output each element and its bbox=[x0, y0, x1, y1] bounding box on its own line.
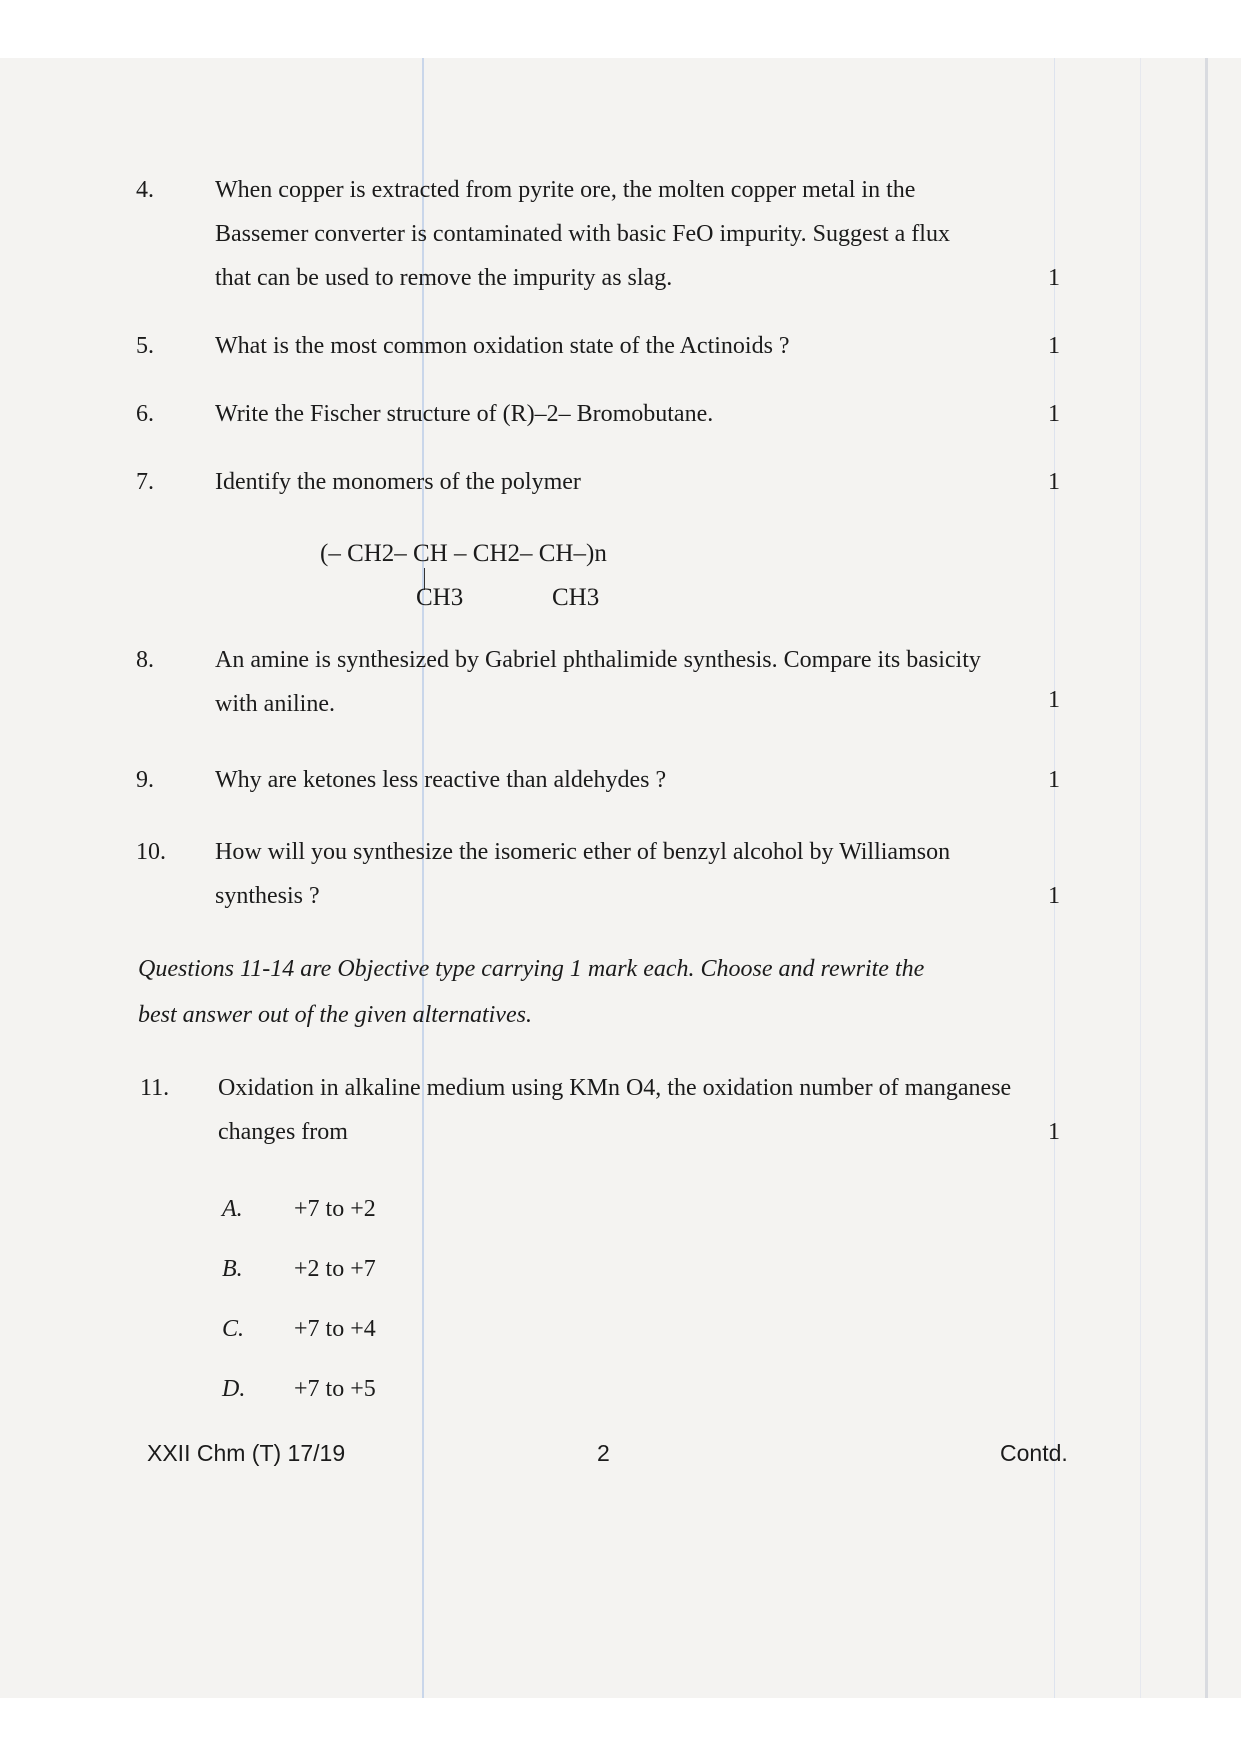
polymer-branch: CH3 bbox=[416, 584, 464, 611]
question-number: 6. bbox=[136, 401, 154, 427]
option-value: +2 to +7 bbox=[294, 1256, 376, 1282]
question-mark: 1 bbox=[1048, 883, 1060, 909]
question-number: 10. bbox=[136, 839, 166, 865]
polymer-chain: (– CH2– CH – CH2– CH–)n bbox=[320, 540, 607, 567]
question-line: Write the Fischer structure of (R)–2– Bromobutane. bbox=[215, 401, 714, 427]
margin-line bbox=[1140, 58, 1141, 1698]
question-line: An amine is synthesized by Gabriel phthalimide synthesis. Compare its basicity bbox=[215, 647, 981, 673]
question-mark: 1 bbox=[1048, 687, 1060, 713]
option-letter: B. bbox=[222, 1256, 243, 1282]
question-mark: 1 bbox=[1048, 401, 1060, 427]
question-line: changes from bbox=[218, 1119, 348, 1145]
question-line: Identify the monomers of the polymer bbox=[215, 469, 581, 495]
instruction-line: best answer out of the given alternatives. bbox=[138, 1002, 532, 1028]
polymer-structure bbox=[320, 540, 680, 620]
question-mark: 1 bbox=[1048, 333, 1060, 359]
question-text bbox=[218, 1066, 1073, 1154]
polymer-branch: CH3 bbox=[552, 584, 600, 611]
question-number: 11. bbox=[140, 1075, 170, 1101]
option-value: +7 to +5 bbox=[294, 1376, 376, 1402]
question-text bbox=[215, 168, 1070, 300]
continued-label: Contd. bbox=[1000, 1440, 1068, 1466]
question-line: Bassemer converter is contaminated with basic FeO impurity. Suggest a flux bbox=[215, 221, 950, 247]
question-number: 4. bbox=[136, 177, 154, 203]
question-text bbox=[215, 392, 1070, 436]
question-line: What is the most common oxidation state of the Actinoids ? bbox=[215, 333, 790, 359]
option-letter: C. bbox=[222, 1316, 245, 1342]
question-text bbox=[215, 460, 1070, 504]
question-line: How will you synthesize the isomeric ether of benzyl alcohol by Williamson bbox=[215, 839, 951, 865]
question-text bbox=[215, 324, 1070, 368]
paper-code: XXII Chm (T) 17/19 bbox=[147, 1440, 346, 1466]
page-edge-shadow bbox=[1205, 58, 1208, 1698]
question-mark: 1 bbox=[1048, 265, 1060, 291]
question-number: 5. bbox=[136, 333, 154, 359]
question-number: 9. bbox=[136, 767, 154, 793]
option-letter: D. bbox=[222, 1376, 246, 1402]
question-mark: 1 bbox=[1048, 1119, 1060, 1145]
question-number: 7. bbox=[136, 469, 154, 495]
question-line: When copper is extracted from pyrite ore, the molten copper metal in the bbox=[215, 177, 916, 203]
question-text bbox=[215, 638, 1070, 726]
page-number: 2 bbox=[597, 1440, 610, 1466]
question-text bbox=[215, 830, 1070, 918]
option-value: +7 to +4 bbox=[294, 1316, 376, 1342]
question-mark: 1 bbox=[1048, 469, 1060, 495]
question-line: Oxidation in alkaline medium using KMn O4, the oxidation number of manganese bbox=[218, 1075, 1012, 1101]
question-number: 8. bbox=[136, 647, 154, 673]
question-line: that can be used to remove the impurity as slag. bbox=[215, 265, 673, 291]
question-line: Why are ketones less reactive than aldehydes ? bbox=[215, 767, 667, 793]
question-line: synthesis ? bbox=[215, 883, 320, 909]
question-mark: 1 bbox=[1048, 767, 1060, 793]
question-line: with aniline. bbox=[215, 691, 335, 717]
option-value: +7 to +2 bbox=[294, 1196, 376, 1222]
section-instructions bbox=[138, 946, 1073, 1038]
question-text bbox=[215, 758, 1070, 802]
instruction-line: Questions 11-14 are Objective type carrying 1 mark each. Choose and rewrite the bbox=[138, 956, 925, 982]
option-letter: A. bbox=[222, 1196, 243, 1222]
